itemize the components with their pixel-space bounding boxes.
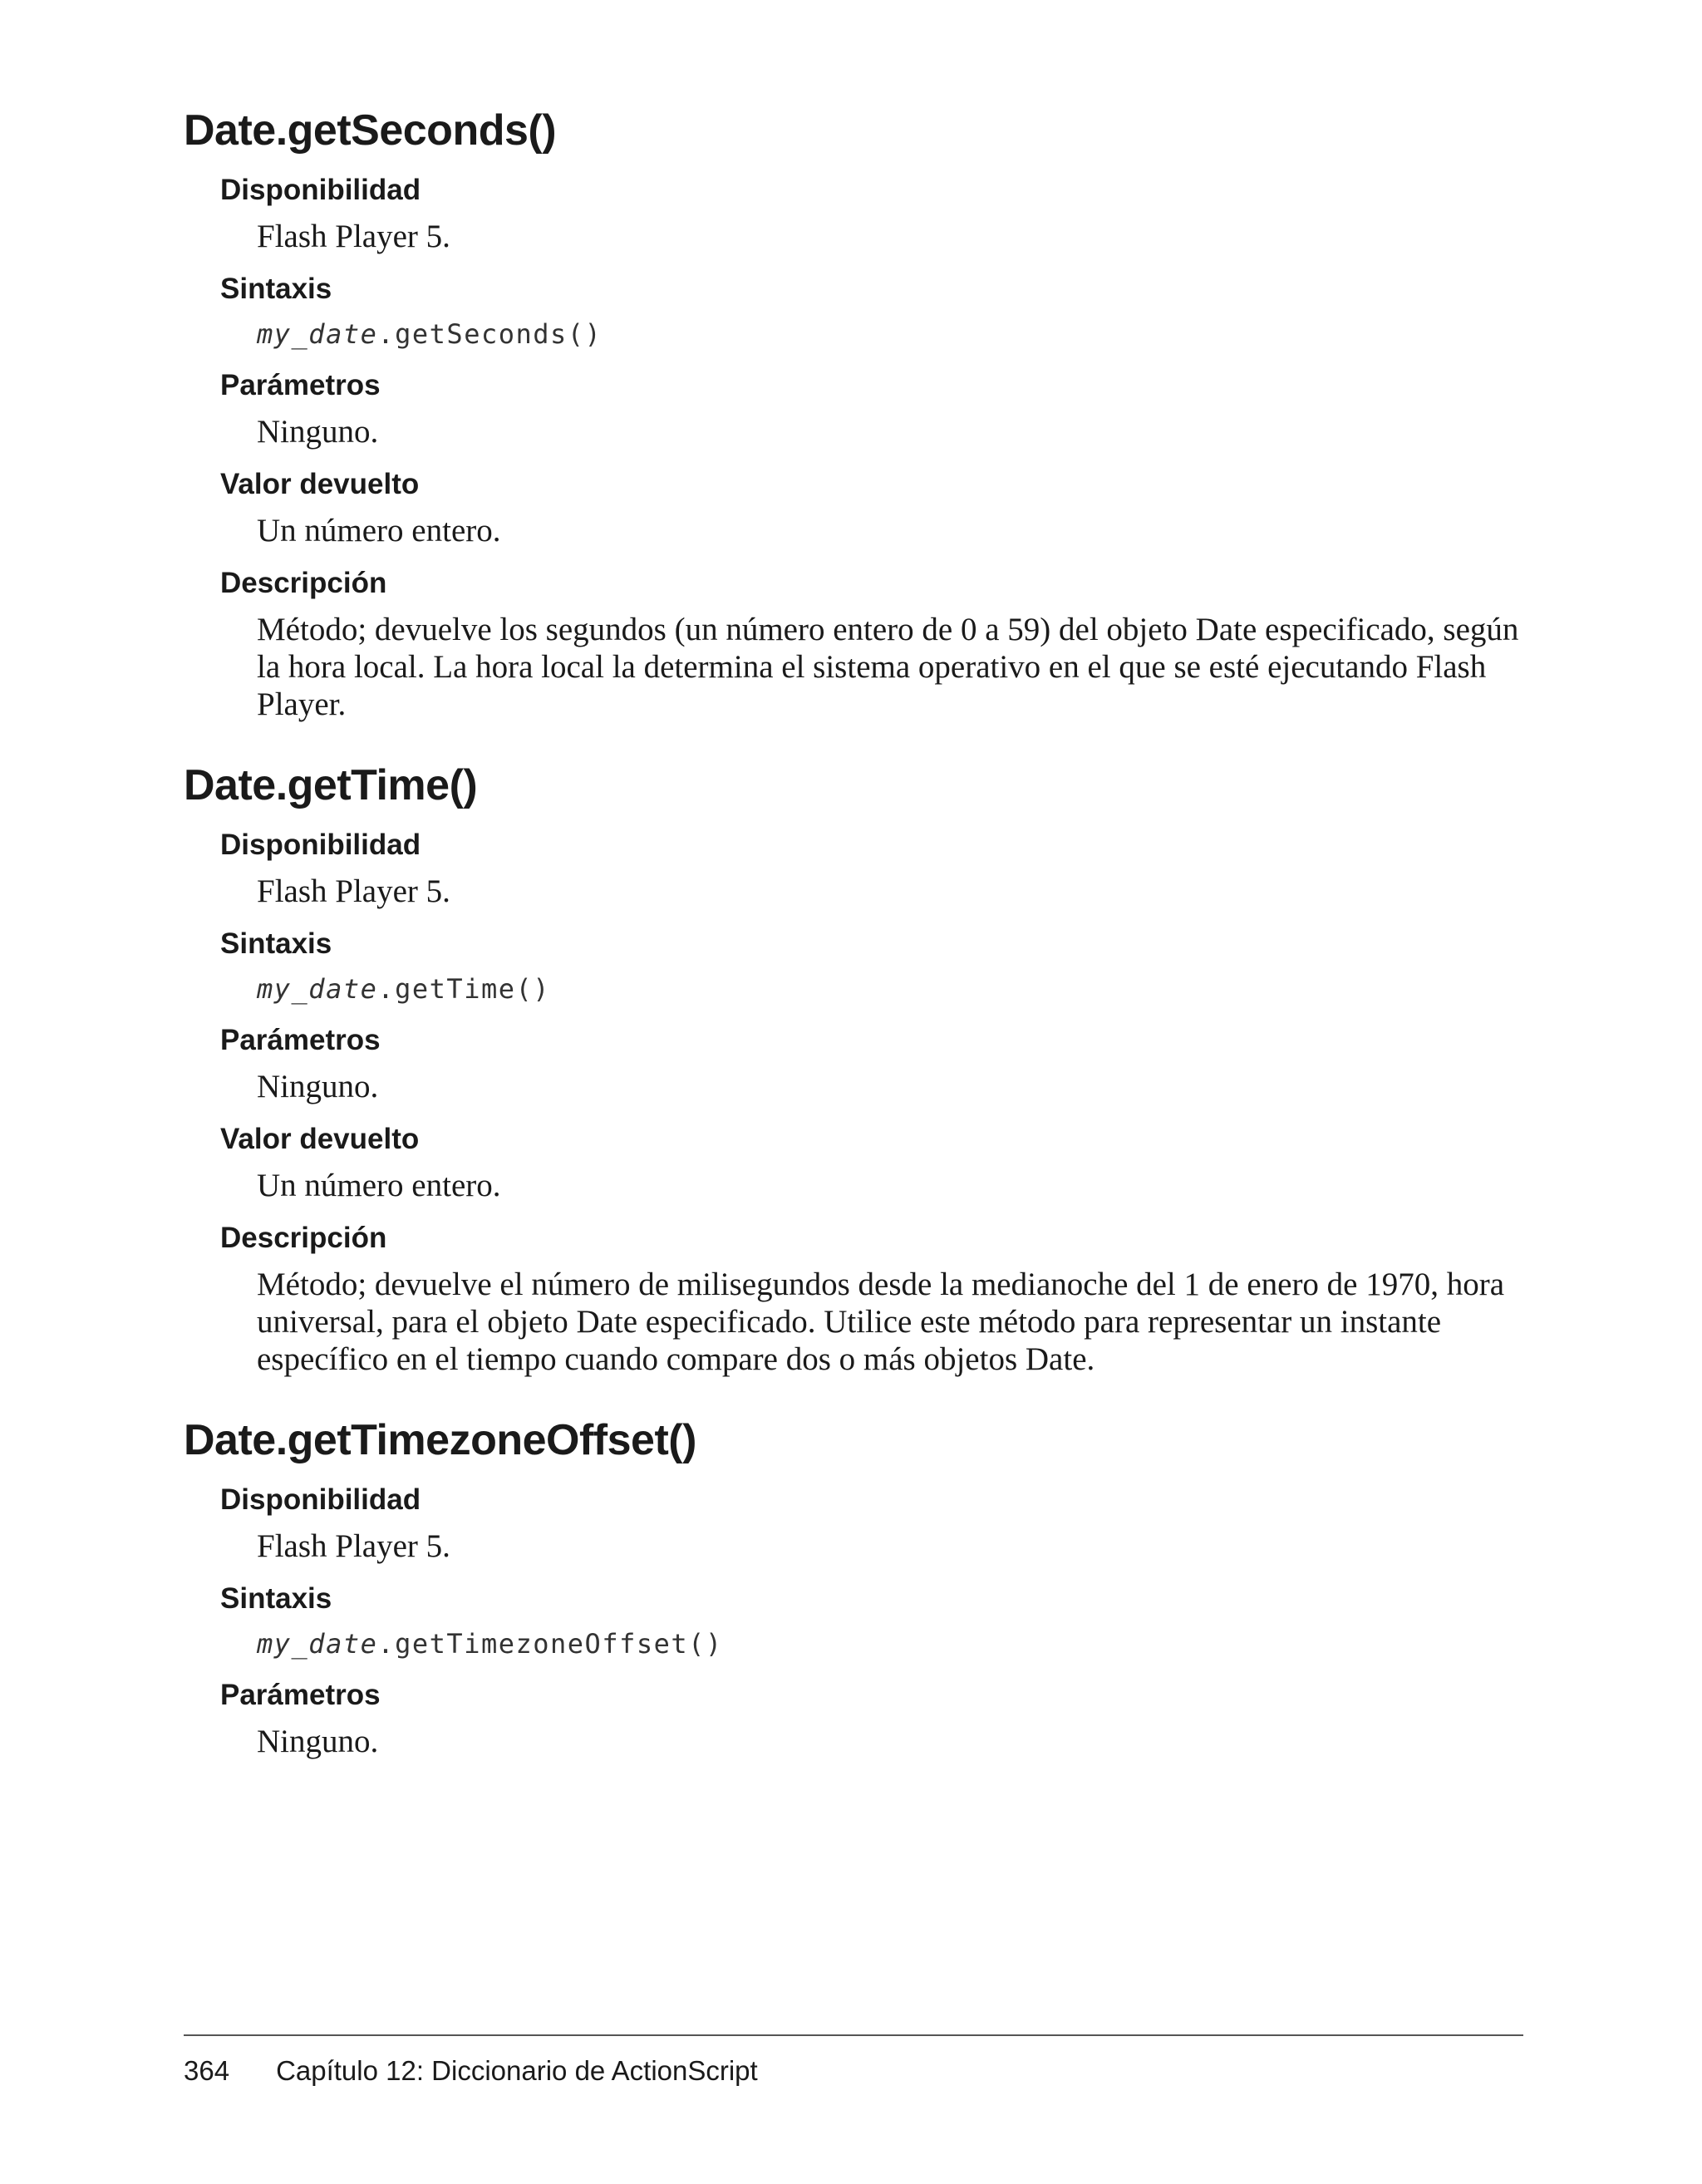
syntax-heading: Sintaxis — [220, 1582, 332, 1615]
syntax-object: my_date — [257, 973, 378, 1005]
footer-divider — [184, 2034, 1523, 2036]
availability-heading: Disponibilidad — [220, 829, 421, 861]
parameters-heading: Parámetros — [220, 369, 381, 401]
description-text: Método; devuelve los segundos (un número entero de 0 a 59) del objeto Date especificado, según la hora local. La hora local la determina el sistema operativo en el que se esté ejecutando Flash Player. — [257, 612, 1519, 722]
syntax-code — [257, 971, 1523, 1006]
availability-heading: Disponibilidad — [220, 174, 421, 206]
description-text: Método; devuelve el número de milisegundos desde la medianoche del 1 de enero de 1970, hora universal, para el objeto Date especificado. Utilice este método para representar un instante específico en el tiempo cuando compare dos o más objetos Date. — [257, 1267, 1505, 1377]
description-heading: Descripción — [220, 1222, 387, 1254]
return-heading: Valor devuelto — [220, 468, 420, 500]
document-page — [184, 101, 1523, 1760]
syntax-heading: Sintaxis — [220, 273, 332, 305]
syntax-object: my_date — [257, 318, 378, 350]
page-footer — [184, 2053, 758, 2089]
parameters-text: Ninguno. — [257, 414, 379, 450]
syntax-object: my_date — [257, 1628, 378, 1660]
syntax-code — [257, 1626, 1523, 1661]
entry-title: Date.getTimezoneOffset() — [184, 1416, 696, 1464]
availability-heading: Disponibilidad — [220, 1483, 421, 1516]
chapter-title: Capítulo 12: Diccionario de ActionScript — [276, 2055, 758, 2086]
syntax-method: .getTimezoneOffset() — [377, 1628, 723, 1660]
syntax-method: .getSeconds() — [377, 318, 603, 350]
return-text: Un número entero. — [257, 1168, 501, 1203]
parameters-heading: Parámetros — [220, 1679, 381, 1711]
parameters-text: Ninguno. — [257, 1724, 379, 1759]
entry-title: Date.getTime() — [184, 761, 478, 809]
syntax-heading: Sintaxis — [220, 927, 332, 960]
page-number: 364 — [184, 2055, 230, 2086]
entry-gettimezoneoffset — [184, 1411, 1523, 1760]
entry-title: Date.getSeconds() — [184, 106, 557, 155]
entry-gettime — [184, 756, 1523, 1378]
parameters-heading: Parámetros — [220, 1024, 381, 1056]
return-text: Un número entero. — [257, 513, 501, 548]
syntax-code — [257, 317, 1523, 352]
entry-getseconds — [184, 101, 1523, 723]
availability-text: Flash Player 5. — [257, 873, 450, 909]
availability-text: Flash Player 5. — [257, 1528, 450, 1564]
parameters-text: Ninguno. — [257, 1069, 379, 1104]
description-heading: Descripción — [220, 567, 387, 599]
syntax-method: .getTime() — [377, 973, 551, 1005]
return-heading: Valor devuelto — [220, 1123, 420, 1155]
availability-text: Flash Player 5. — [257, 219, 450, 254]
